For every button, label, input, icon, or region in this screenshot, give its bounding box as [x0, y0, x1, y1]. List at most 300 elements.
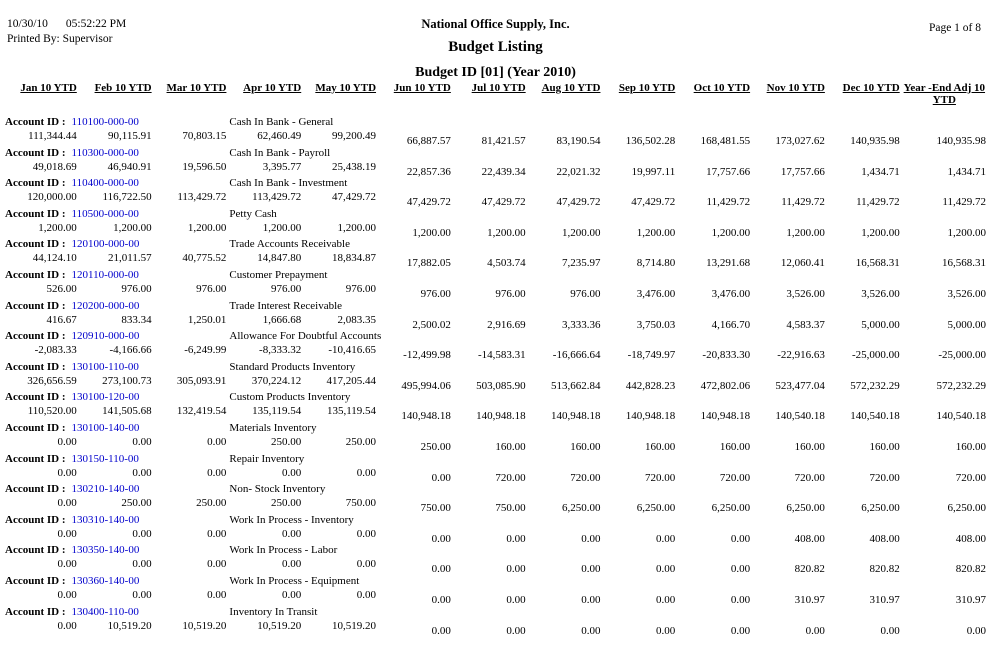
value-cell: 173,027.62 — [775, 135, 825, 147]
account-id-link[interactable]: 130210-140-00 — [71, 483, 140, 496]
account-description: Trade Accounts Receivable — [229, 238, 350, 251]
account-id-link[interactable]: 130100-110-00 — [71, 360, 139, 373]
value-cell: 140,935.98 — [936, 135, 986, 147]
value-cell: 6,250.00 — [947, 502, 986, 515]
column-header-6 — [379, 82, 451, 94]
value-cell: 0.00 — [207, 435, 227, 448]
account-block — [0, 299, 991, 331]
value-cell: 47,429.72 — [332, 191, 377, 204]
account-id-label: Account ID : — [5, 513, 66, 526]
value-cell: 1,200.00 — [262, 221, 302, 234]
account-id-label: Account ID : — [5, 605, 66, 618]
account-description: Non- Stock Inventory — [229, 483, 326, 496]
value-cell: 0.00 — [57, 619, 77, 632]
account-id-label: Account ID : — [5, 452, 66, 465]
column-header-label: Sep 10 YTD — [618, 82, 676, 94]
value-cell: 140,948.18 — [700, 410, 751, 423]
value-cell: 160.00 — [570, 440, 601, 453]
value-cell: 11,429.72 — [706, 196, 751, 209]
value-cell: 0.00 — [281, 466, 302, 479]
value-cell: 370,224.12 — [251, 374, 302, 387]
account-header-line — [0, 544, 991, 557]
value-cell: 135,119.54 — [326, 405, 377, 418]
account-id-label: Account ID : — [5, 177, 66, 190]
account-block — [0, 146, 991, 178]
value-cell: 3,750.03 — [636, 318, 676, 331]
value-cell: 0.00 — [880, 624, 900, 637]
value-cell: 0.00 — [656, 532, 676, 545]
value-cell: -16,666.64 — [552, 349, 601, 362]
account-id-cell — [5, 116, 226, 129]
account-description: Work In Process - Inventory — [229, 513, 354, 526]
value-cell: -14,583.31 — [477, 349, 526, 362]
account-id-link[interactable]: 130310-140-00 — [71, 513, 140, 526]
value-cell: 820.82 — [869, 563, 900, 576]
account-description: Custom Products Inventory — [229, 391, 351, 404]
value-cell: 976.00 — [495, 287, 526, 300]
value-cell: 513,662.84 — [550, 379, 601, 392]
value-cell: 0.00 — [356, 466, 377, 479]
value-cell: 0.00 — [730, 532, 751, 545]
value-cell: 7,235.97 — [561, 257, 601, 270]
value-cell: 140,948.18 — [625, 410, 676, 423]
value-cell: 417,205.44 — [326, 374, 377, 387]
account-id-label: Account ID : — [5, 483, 66, 496]
value-cell: 572,232.29 — [850, 379, 900, 392]
value-cell: 160.00 — [955, 440, 986, 453]
value-cell: 250.00 — [420, 440, 451, 453]
column-header-13 — [903, 82, 986, 106]
account-id-link[interactable]: 130150-110-00 — [71, 452, 139, 465]
value-cell: 0.00 — [581, 624, 601, 637]
value-cell: 0.00 — [730, 624, 751, 637]
account-values-line — [0, 405, 991, 423]
account-description: Trade Interest Receivable — [229, 299, 343, 312]
value-cell: 0.00 — [207, 527, 227, 540]
value-cell: 720.00 — [794, 471, 825, 484]
value-cell: 3,526.00 — [786, 287, 825, 300]
value-cell: 3,333.36 — [561, 318, 601, 331]
value-cell: 0.00 — [281, 527, 302, 540]
value-cell: 0.00 — [132, 435, 152, 448]
value-cell: 0.00 — [581, 593, 601, 606]
account-description: Allowance For Doubtful Accounts — [229, 330, 382, 343]
value-cell: 47,429.72 — [556, 196, 601, 209]
value-cell: -20,833.30 — [702, 349, 751, 362]
value-cell: 11,429.72 — [781, 196, 825, 209]
value-cell: 720.00 — [719, 471, 751, 484]
account-id-link[interactable]: 110500-000-00 — [71, 207, 139, 220]
account-id-cell — [5, 177, 226, 190]
account-id-label: Account ID : — [5, 421, 66, 434]
value-cell: 140,540.18 — [775, 410, 825, 423]
account-id-link[interactable]: 130100-120-00 — [71, 391, 140, 404]
value-cell: 22,857.36 — [406, 165, 451, 178]
account-header-line — [0, 391, 991, 404]
value-cell: 111,344.44 — [28, 130, 77, 142]
account-values-line — [0, 435, 991, 453]
value-cell: 18,834.87 — [332, 252, 377, 265]
account-header-line — [0, 483, 991, 496]
report-title: Budget Listing — [448, 39, 543, 55]
value-cell: 1,250.01 — [187, 313, 227, 326]
value-cell: 160.00 — [869, 440, 900, 453]
value-cell: 160.00 — [645, 440, 676, 453]
column-header-5 — [304, 82, 376, 94]
account-id-link[interactable]: 130100-140-00 — [71, 421, 140, 434]
account-id-cell — [5, 330, 226, 343]
value-cell: 1,434.71 — [947, 165, 986, 178]
value-cell: -25,000.00 — [852, 349, 900, 362]
column-headers — [0, 82, 991, 107]
value-cell: -8,333.32 — [259, 344, 302, 357]
value-cell: 16,568.31 — [941, 257, 986, 270]
print-info — [7, 17, 126, 47]
value-cell: 820.82 — [794, 563, 825, 576]
value-cell: 0.00 — [506, 624, 526, 637]
value-cell: 46,940.91 — [107, 160, 152, 173]
value-cell: 250.00 — [270, 497, 302, 510]
value-cell: 250.00 — [121, 497, 152, 510]
value-cell: 0.00 — [805, 624, 825, 637]
value-cell: 0.00 — [581, 563, 601, 576]
value-cell: 0.00 — [356, 588, 377, 601]
account-id-link[interactable]: 120910-000-00 — [71, 330, 140, 343]
column-header-12 — [828, 82, 900, 94]
value-cell: 416.67 — [46, 313, 77, 326]
account-id-label: Account ID : — [5, 299, 66, 312]
account-id-cell — [5, 514, 226, 527]
value-cell: 110,520.00 — [27, 405, 77, 418]
account-id-link[interactable]: 130400-110-00 — [71, 605, 139, 618]
value-cell: 2,083.35 — [337, 313, 377, 326]
account-id-cell — [5, 391, 226, 404]
value-cell: 3,395.77 — [262, 160, 302, 173]
account-id-label: Account ID : — [5, 330, 66, 343]
value-cell: 17,757.66 — [706, 165, 751, 178]
account-header-line — [0, 422, 991, 435]
account-header-line — [0, 300, 991, 313]
value-cell: 47,429.72 — [481, 196, 526, 209]
account-id-label: Account ID : — [5, 360, 66, 373]
value-cell: 6,250.00 — [786, 502, 825, 515]
value-cell: 120,000.00 — [27, 191, 77, 204]
account-id-cell — [5, 361, 226, 374]
column-header-11 — [753, 82, 825, 94]
value-cell: 326,656.59 — [27, 374, 77, 387]
account-header-line — [0, 330, 991, 343]
value-cell: 1,434.71 — [861, 165, 900, 178]
value-cell: 408.00 — [794, 532, 825, 545]
value-cell: 976.00 — [196, 282, 227, 295]
account-id-cell — [5, 606, 226, 619]
value-cell: 62,460.49 — [257, 130, 302, 142]
account-block — [0, 391, 991, 423]
value-cell: 0.00 — [656, 624, 676, 637]
value-cell: -10,416.65 — [328, 344, 377, 357]
value-cell: 0.00 — [207, 588, 227, 601]
column-header-9 — [603, 82, 675, 94]
account-values-line — [0, 313, 991, 331]
column-header-2 — [80, 82, 152, 94]
value-cell: 11,429.72 — [942, 196, 986, 209]
value-cell: 408.00 — [955, 532, 986, 545]
report-header — [0, 0, 991, 80]
value-cell: 25,438.19 — [332, 160, 377, 173]
account-values-line — [0, 497, 991, 515]
account-id-cell — [5, 575, 226, 588]
account-description: Work In Process - Equipment — [229, 574, 360, 587]
column-header-label: Feb 10 YTD — [94, 82, 152, 94]
value-cell: 136,502.28 — [625, 135, 676, 147]
account-block — [0, 544, 991, 576]
report-subtitle: Budget ID [01] (Year 2010) — [415, 65, 576, 80]
account-block — [0, 207, 991, 239]
column-header-7 — [454, 82, 526, 94]
value-cell: 0.00 — [431, 624, 451, 637]
value-cell: 21,011.57 — [108, 252, 152, 265]
value-cell: 0.00 — [356, 527, 377, 540]
account-id-link[interactable]: 110100-000-00 — [71, 116, 139, 128]
value-cell: 14,847.80 — [257, 252, 302, 265]
column-header-label: May 10 YTD — [315, 82, 377, 94]
account-id-label: Account ID : — [5, 268, 66, 281]
value-cell: 0.00 — [966, 624, 986, 637]
value-cell: 0.00 — [431, 563, 451, 576]
value-cell: 310.97 — [955, 593, 986, 606]
account-block — [0, 421, 991, 453]
column-header-label: Year -End Adj 10 YTD — [903, 82, 986, 106]
value-cell: 976.00 — [570, 287, 601, 300]
value-cell: 2,500.02 — [412, 318, 451, 331]
account-block — [0, 483, 991, 515]
account-header-line — [0, 453, 991, 466]
value-cell: 49,018.69 — [32, 160, 77, 173]
value-cell: 720.00 — [495, 471, 526, 484]
value-cell: -12,499.98 — [403, 349, 451, 362]
value-cell: 83,190.54 — [556, 135, 601, 147]
value-cell: 0.00 — [281, 558, 302, 571]
value-cell: 3,476.00 — [636, 287, 676, 300]
value-cell: 116,722.50 — [102, 191, 152, 204]
value-cell: 442,828.23 — [625, 379, 676, 392]
account-block — [0, 360, 991, 392]
value-cell: 22,439.34 — [481, 165, 526, 178]
account-values-line — [0, 619, 991, 637]
column-header-label: Apr 10 YTD — [243, 82, 302, 94]
value-cell: 1,666.68 — [262, 313, 302, 326]
value-cell: 3,476.00 — [711, 287, 751, 300]
value-cell: 70,803.15 — [182, 130, 227, 142]
value-cell: 1,200.00 — [861, 226, 900, 239]
account-values-line — [0, 466, 991, 484]
value-cell: 140,948.18 — [550, 410, 601, 423]
value-cell: 0.00 — [57, 497, 77, 510]
account-id-link[interactable]: 120200-000-00 — [71, 299, 140, 312]
account-header-line — [0, 269, 991, 282]
value-cell: 503,085.90 — [476, 379, 526, 392]
account-id-label: Account ID : — [5, 116, 66, 128]
value-cell: 0.00 — [431, 471, 451, 484]
value-cell: 8,714.80 — [636, 257, 676, 270]
value-cell: 10,519.20 — [107, 619, 152, 632]
value-cell: 1,200.00 — [487, 226, 526, 239]
value-cell: 0.00 — [132, 588, 152, 601]
value-cell: 11,429.72 — [856, 196, 900, 209]
column-header-label: Jun 10 YTD — [393, 82, 451, 94]
value-cell: 250.00 — [270, 435, 302, 448]
value-cell: 1,200.00 — [337, 221, 377, 234]
value-cell: 6,250.00 — [636, 502, 676, 515]
value-cell: 720.00 — [869, 471, 900, 484]
value-cell: 0.00 — [656, 593, 676, 606]
value-cell: -4,166.66 — [109, 344, 152, 357]
value-cell: 0.00 — [431, 593, 451, 606]
value-cell: 0.00 — [132, 466, 152, 479]
value-cell: 19,596.50 — [182, 160, 227, 173]
column-header-label: Jan 10 YTD — [20, 82, 77, 94]
value-cell: 10,519.20 — [257, 619, 302, 632]
report-title-block — [0, 17, 991, 81]
value-cell: 44,124.10 — [32, 252, 77, 265]
account-block — [0, 177, 991, 209]
value-cell: 140,540.18 — [850, 410, 900, 423]
account-block — [0, 116, 991, 147]
value-cell: -18,749.97 — [627, 349, 676, 362]
column-header-4 — [229, 82, 301, 94]
value-cell: 140,948.18 — [476, 410, 526, 423]
value-cell: 5,000.00 — [861, 318, 900, 331]
account-values-line — [0, 221, 991, 239]
account-description: Materials Inventory — [229, 421, 317, 434]
value-cell: 720.00 — [570, 471, 601, 484]
account-description: Inventory In Transit — [229, 605, 318, 618]
account-description: Cash In Bank - Payroll — [229, 146, 331, 159]
value-cell: -2,083.33 — [34, 344, 77, 357]
value-cell: 976.00 — [121, 282, 152, 295]
value-cell: 1,200.00 — [711, 226, 751, 239]
value-cell: 250.00 — [196, 497, 227, 510]
value-cell: 6,250.00 — [861, 502, 900, 515]
value-cell: 472,802.06 — [700, 379, 751, 392]
value-cell: 408.00 — [869, 532, 900, 545]
account-id-cell — [5, 483, 226, 496]
account-rows — [0, 116, 991, 637]
account-id-link[interactable]: 130360-140-00 — [71, 574, 140, 587]
account-id-label: Account ID : — [5, 238, 66, 251]
value-cell: 0.00 — [57, 435, 77, 448]
account-id-link[interactable]: 110400-000-00 — [71, 177, 139, 190]
value-cell: 40,775.52 — [182, 252, 227, 265]
value-cell: 47,429.72 — [406, 196, 451, 209]
print-date: 10/30/10 — [7, 18, 48, 30]
account-values-line — [0, 344, 991, 362]
value-cell: 0.00 — [132, 558, 152, 571]
account-header-line — [0, 238, 991, 251]
value-cell: 81,421.57 — [481, 135, 526, 147]
value-cell: 17,757.66 — [780, 165, 825, 178]
account-description: Cash In Bank - General — [229, 116, 334, 128]
account-id-cell — [5, 208, 226, 221]
account-id-cell — [5, 544, 226, 557]
value-cell: 1,200.00 — [947, 226, 986, 239]
account-id-link[interactable]: 120100-000-00 — [71, 238, 140, 251]
account-id-link[interactable]: 120110-000-00 — [71, 268, 139, 281]
value-cell: 0.00 — [207, 466, 227, 479]
account-block — [0, 574, 991, 606]
account-description: Customer Prepayment — [229, 268, 328, 281]
print-datetime — [7, 17, 126, 32]
value-cell: 4,583.37 — [786, 318, 825, 331]
value-cell: 99,200.49 — [332, 130, 377, 142]
page-number: Page 1 of 8 — [928, 22, 981, 34]
value-cell: 0.00 — [356, 558, 377, 571]
value-cell: 976.00 — [270, 282, 302, 295]
value-cell: 168,481.55 — [700, 135, 751, 147]
value-cell: 305,093.91 — [176, 374, 227, 387]
value-cell: 1,200.00 — [636, 226, 676, 239]
account-values-line — [0, 588, 991, 606]
value-cell: 140,540.18 — [936, 410, 986, 423]
account-header-line — [0, 361, 991, 374]
value-cell: 523,477.04 — [775, 379, 825, 392]
value-cell: 1,200.00 — [113, 221, 152, 234]
account-id-cell — [5, 269, 226, 282]
column-header-label: Dec 10 YTD — [842, 82, 900, 94]
account-id-cell — [5, 147, 226, 160]
account-id-cell — [5, 422, 226, 435]
account-id-link[interactable]: 130350-140-00 — [71, 544, 140, 557]
account-values-line — [0, 160, 991, 178]
value-cell: 0.00 — [207, 558, 227, 571]
column-header-label: Nov 10 YTD — [766, 82, 825, 94]
account-id-label: Account ID : — [5, 544, 66, 557]
value-cell: 140,948.18 — [401, 410, 451, 423]
value-cell: 1,200.00 — [187, 221, 227, 234]
value-cell: 5,000.00 — [947, 318, 986, 331]
account-values-line — [0, 374, 991, 392]
account-id-label: Account ID : — [5, 146, 66, 159]
value-cell: 310.97 — [794, 593, 825, 606]
value-cell: 820.82 — [955, 563, 986, 576]
value-cell: 160.00 — [495, 440, 526, 453]
account-id-label: Account ID : — [5, 574, 66, 587]
value-cell: 572,232.29 — [936, 379, 986, 392]
value-cell: 12,060.41 — [780, 257, 825, 270]
printed-by: Printed By: Supervisor — [7, 33, 113, 45]
value-cell: 976.00 — [420, 287, 451, 300]
value-cell: 0.00 — [431, 532, 451, 545]
value-cell: 140,935.98 — [850, 135, 900, 147]
account-block — [0, 513, 991, 545]
value-cell: 17,882.05 — [406, 257, 451, 270]
account-header-line — [0, 147, 991, 160]
account-id-cell — [5, 453, 226, 466]
account-description: Repair Inventory — [229, 452, 305, 465]
value-cell: 4,503.74 — [487, 257, 526, 270]
column-header-label: Oct 10 YTD — [693, 82, 751, 94]
account-id-link[interactable]: 110300-000-00 — [71, 146, 139, 159]
value-cell: 720.00 — [955, 471, 986, 484]
value-cell: 720.00 — [645, 471, 676, 484]
account-values-line — [0, 191, 991, 209]
account-block — [0, 238, 991, 270]
value-cell: 6,250.00 — [561, 502, 601, 515]
account-values-line — [0, 252, 991, 270]
value-cell: 0.00 — [506, 563, 526, 576]
value-cell: -25,000.00 — [938, 349, 986, 362]
value-cell: 976.00 — [345, 282, 377, 295]
